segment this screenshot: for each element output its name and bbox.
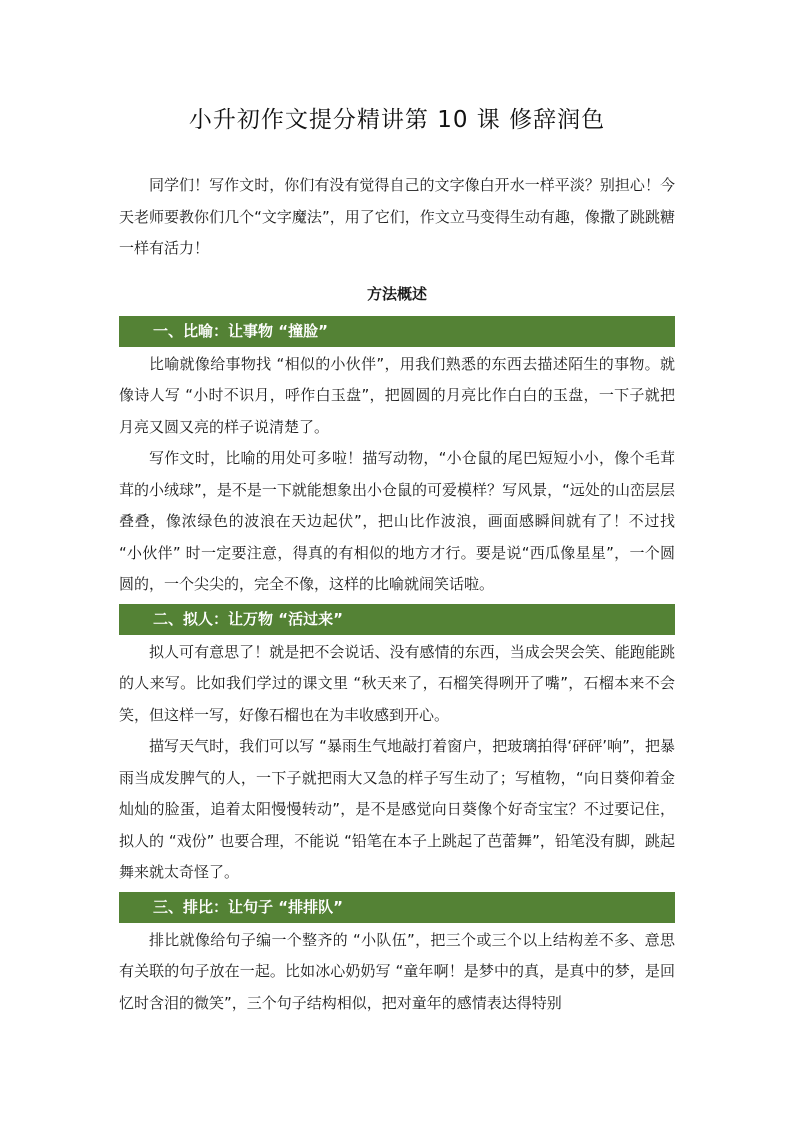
method-heading: 方法概述 [366,284,427,303]
section-heading-personification [119,604,675,635]
intro-paragraph: 同学们！写作文时，你们有没有觉得自己的文字像白开水一样平淡？别担心！今天老师要教你们几个“文字魔法”，用了它们，作文立马变得生动有趣，像撒了跳跳糖一样有活力！ [119,176,675,257]
paragraph: 写作文时，比喻的用处可多啦！描写动物，“小仓鼠的尾巴短短小小，像个毛茸茸的小绒球”，是不是一下就能想象出小仓鼠的可爱模样？写风景，“远处的山峦层层叠叠，像浓绿色的波浪在天边起伏”，把山比作波浪，画面感瞬间就有了！不过找 “小伙伴” 时一定要注意，得真的有相似的地方才行。要是说“西瓜像星星”，一个圆圆的，一个尖尖的，完全不像，这样的比喻就闹笑话啦。 [119,449,675,593]
section-heading-parallelism [119,892,675,923]
paragraph: 比喻就像给事物找 “相似的小伙伴”，用我们熟悉的东西去描述陌生的事物。就像诗人写 “小时不识月，呼作白玉盘”，把圆圆的月亮比作白白的玉盘，一下子就把月亮又圆又亮的样子说清楚了。 [119,354,675,436]
section-heading-label: 一、比喻：让事物 “撞脸” [153,321,328,340]
section-heading-metaphor [119,316,675,347]
section-heading-label: 三、排比：让句子 “排排队” [153,897,343,916]
paragraph: 排比就像给句子编一个整齐的 “小队伍”，把三个或三个以上结构差不多、意思有关联的句子放在一起。比如冰心奶奶写 “童年啊！是梦中的真，是真中的梦，是回忆时含泪的微笑”，三个句子结构相似，把对童年的感情表达得特别 [119,930,675,1012]
document-body [119,170,675,1019]
paragraph: 拟人可有意思了！就是把不会说话、没有感情的东西，当成会哭会笑、能跑能跳的人来写。比如我们学过的课文里 “秋天来了，石榴笑得咧开了嘴”，石榴本来不会笑，但这样一写，好像石榴也在为丰收感到开心。 [119,642,675,724]
paragraph: 描写天气时，我们可以写 “暴雨生气地敲打着窗户，把玻璃拍得‘砰砰’响”，把暴雨当成发脾气的人，一下子就把雨大又急的样子写生动了；写植物，“向日葵仰着金灿灿的脸蛋，追着太阳慢慢转动”，是不是感觉向日葵像个好奇宝宝？不过要记住，拟人的 “戏份” 也要合理，不能说 “铅笔在本子上跳起了芭蕾舞”，铅笔没有脚，跳起舞来就太奇怪了。 [119,737,675,881]
section-heading-label: 二、拟人：让万物 “活过来” [153,609,343,628]
document-title: 小升初作文提分精讲第 10 课 修辞润色 [188,107,606,133]
